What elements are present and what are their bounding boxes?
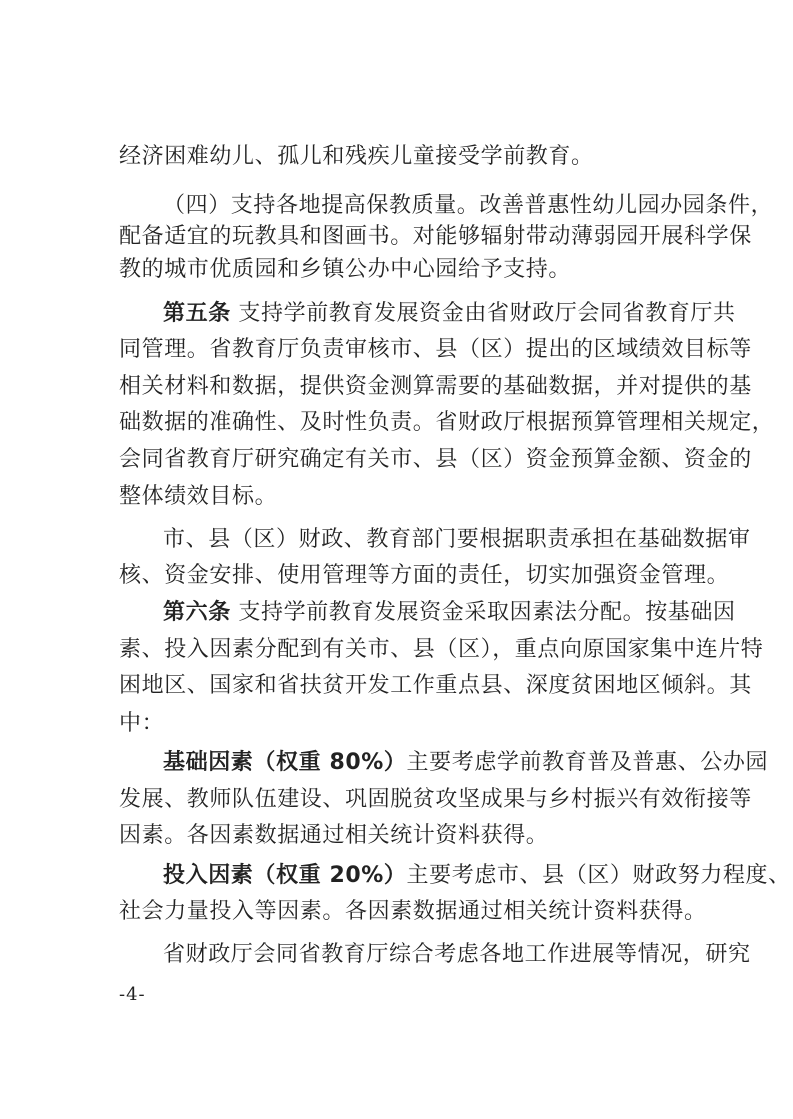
- input-factor-heading: 投入因素（权重 20%）: [163, 863, 407, 888]
- paragraph-line: 核、资金安排、使用管理等方面的责任，切实加强资金管理。: [119, 563, 730, 588]
- paragraph-line: 中：: [119, 711, 165, 736]
- paragraph-line: 整体绩效目标。: [119, 484, 278, 509]
- base-factor-line: [163, 745, 769, 781]
- article-six-text: 支持学前教育发展资金采取因素法分配。按基础因: [230, 600, 736, 625]
- article-five-line: [163, 296, 736, 332]
- paragraph-line: 会同省教育厅研究确定有关市、县（区）资金预算金额、资金的: [119, 447, 752, 472]
- article-five-text: 支持学前教育发展资金由省财政厅会同省教育厅共: [230, 301, 736, 326]
- page-number: -4-: [119, 984, 146, 1005]
- paragraph-line: 社会力量投入等因素。各因素数据通过相关统计资料获得。: [119, 899, 707, 924]
- article-six-heading: 第六条: [163, 600, 231, 625]
- paragraph-line: 经济困难幼儿、孤儿和残疾儿童接受学前教育。: [119, 144, 594, 169]
- paragraph-line: 素、投入因素分配到有关市、县（区），重点向原国家集中连片特: [119, 637, 764, 662]
- base-factor-heading: 基础因素（权重 80%）: [163, 750, 407, 775]
- paragraph-line: 础数据的准确性、及时性负责。省财政厅根据预算管理相关规定，: [119, 410, 775, 435]
- paragraph-line: （四）支持各地提高保教质量。改善普惠性幼儿园办园条件，: [163, 193, 774, 218]
- paragraph-line: 相关材料和数据，提供资金测算需要的基础数据，并对提供的基: [119, 374, 752, 399]
- paragraph-line: 配备适宜的玩教具和图画书。对能够辐射带动薄弱园开展科学保: [119, 224, 752, 249]
- input-factor-text: 主要考虑市、县（区）财政努力程度、: [406, 863, 791, 888]
- paragraph-line: 教的城市优质园和乡镇公办中心园给予支持。: [119, 257, 572, 282]
- input-factor-line: [163, 858, 791, 894]
- article-five-heading: 第五条: [163, 301, 231, 326]
- paragraph-line: 发展、教师队伍建设、巩固脱贫攻坚成果与乡村振兴有效衔接等: [119, 787, 752, 812]
- paragraph-line: 因素。各因素数据通过相关统计资料获得。: [119, 823, 549, 848]
- base-factor-text: 主要考虑学前教育普及普惠、公办园: [406, 750, 769, 775]
- paragraph-line: 市、县（区）财政、教育部门要根据职责承担在基础数据审: [163, 527, 751, 552]
- paragraph-line: 省财政厅会同省教育厅综合考虑各地工作进展等情况，研究: [163, 942, 751, 967]
- article-six-line: [163, 595, 736, 631]
- paragraph-line: 困地区、国家和省扶贫开发工作重点县、深度贫困地区倾斜。其: [119, 673, 752, 698]
- paragraph-line: 同管理。省教育厅负责审核市、县（区）提出的区域绩效目标等: [119, 337, 752, 362]
